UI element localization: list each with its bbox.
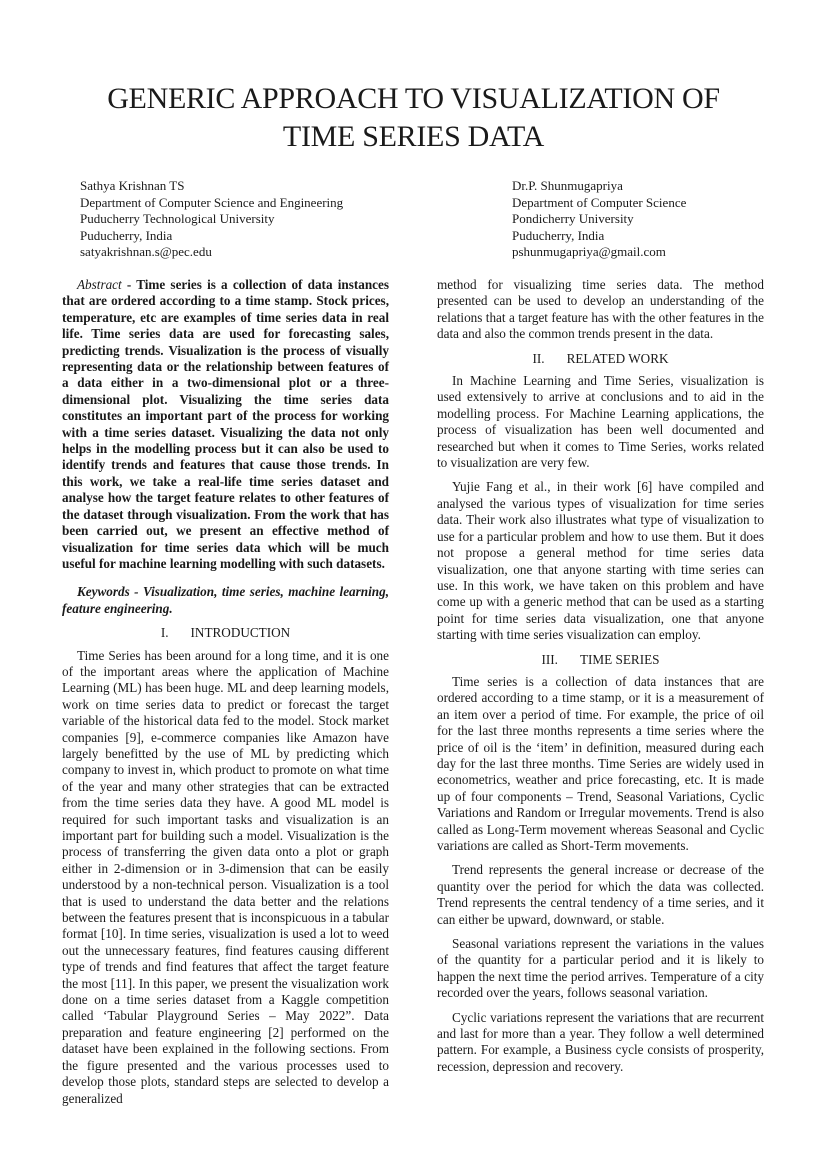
abstract-text: - Time series is a collection of data instances that are ordered according to a time stamp. Stock prices, temperature, etc are examples of time series data in real life. Time series data are used for forecasting sales, predicting trends. Visualization is the process of visually representing data or the relationship between features of a data either in a two-dimensional plot or a three-dimensional plot. Visualizing the time series data constitutes an important part of the process for working with a time series dataset. Visualizing the data not only helps in the modelling process but it can also be used to identify trends and features that cause those trends. In this work, we take a real-life time series dataset and analyse how the target feature relates to other features of the dataset through visualization. From the work that has been carried out, we present an effective method of visualization for time series data which will be much useful for machine learning modelling with such datasets. <box>62 277 389 571</box>
related-work-paragraph-1: In Machine Learning and Time Series, visualization is used extensively to arrive at conclusions and to aid in the modelling process. For Machine Learning applications, the process of visualization has been well documented and researched but when it comes to Time Series, works related to visualization are very few. <box>437 373 764 471</box>
author-name: Dr.P. Shunmugapriya <box>512 178 623 193</box>
section-number: III. <box>541 651 558 667</box>
section-number: II. <box>532 350 545 366</box>
keywords: Keywords - Visualization, time series, machine learning, feature engineering. <box>62 584 389 616</box>
time-series-paragraph-4: Cyclic variations represent the variations that are recurrent and last for more than a year. They follow a well determined pattern. For example, a Business cycle consists of prosperity, recession, depression and recovery. <box>437 1009 764 1074</box>
author-department: Department of Computer Science <box>512 194 687 210</box>
author-location: Puducherry, India <box>80 227 173 243</box>
title-line-2: TIME SERIES DATA <box>282 120 545 153</box>
author-block-1 <box>80 178 343 261</box>
section-title: TIME SERIES <box>579 651 660 667</box>
section-title: INTRODUCTION <box>190 625 291 641</box>
section-heading-related-work <box>437 351 764 367</box>
related-work-paragraph-2: Yujie Fang et al., in their work [6] have compiled and analysed the various types of visualization for time series data. Their work also illustrates what type of visualization to use for a particular problem and how to use them. But it does not propose a general method for time series data visualization, one that anyone starting with time series can use. In this work, we have taken on this problem and have come up with a generic method that can be used as a starting point for time series data visualization, one that anyone starting with time series visualization can employ. <box>437 479 764 643</box>
section-heading-introduction <box>62 625 389 641</box>
section-title: RELATED WORK <box>566 350 669 366</box>
intro-paragraph-continued: method for visualizing time series data. The method presented can be used to develop an understanding of the relations that a target feature has with the other features in the data and also the common trends present in the data. <box>437 277 764 342</box>
time-series-paragraph-1: Time series is a collection of data instances that are ordered according to a time stamp, or it is a measurement of an item over a period of time. For example, the price of oil for the last three months represents a time series where the price of oil is the ‘item’ in definition, measured during each day for the last three months. Time Series are widely used in econometrics, weather and price forecasting, etc. It is made up of four components – Trend, Seasonal Variations, Cyclic Variations and Random or Irregular movements. Trend is also called as Long-Term movement whereas Seasonal and Cyclic variations are called as Short-Term movements. <box>437 673 764 853</box>
author-name: Sathya Krishnan TS <box>80 178 185 193</box>
abstract <box>62 277 389 572</box>
time-series-paragraph-3: Seasonal variations represent the variations in the values of the quantity for a particular period and it is likely to happen the next time the period arrives. Temperature of a city recorded over the years, follows seasonal variation. <box>437 936 764 1001</box>
abstract-label: Abstract <box>77 277 122 292</box>
right-column <box>437 277 764 1075</box>
author-location: Puducherry, India <box>512 227 605 243</box>
paper-title <box>40 80 787 156</box>
author-email: pshunmugapriya@gmail.com <box>512 244 666 260</box>
section-number: I. <box>160 625 169 641</box>
title-line-1: GENERIC APPROACH TO VISUALIZATION OF <box>107 82 720 115</box>
intro-paragraph: Time Series has been around for a long time, and it is one of the important areas where the application of Machine Learning (ML) has been huge. ML and deep learning models, work on time series data to predict or forecast the target variable of the historical data fed to the model. Stock market companies [9], e-commerce companies like Amazon have largely benefitted by the use of ML by predicting which company to invest in, which product to promote on what time of the year and many other strategies that can be extracted from the time series data they have. A good ML model is required for such important tasks and visualization is an important part for building such a model. Visualization is the process of transferring the given data onto a plot or graph either in 2-dimension or in 3-dimension that can be easily understood by a non-technical person. Visualization is a tool that is used to understand the data better and the relations between the features present that is inconspicuous in a tabular format [10]. In time series, visualization is used a lot to weed out the unnecessary features, find features causing different type of trends and find features that affect the target feature the most [11]. In this paper, we present the visualization work done on a time series dataset from a Kaggle competition called ‘Tabular Playground Series – May 2022”. Data preparation and feature engineering [2] performed on the dataset have been explained in the following sections. From the figure presented and the various processes used to develop those plots, standard steps are selected to develop a generalized <box>62 647 389 1106</box>
author-institution: Pondicherry University <box>512 211 634 227</box>
author-block-2 <box>512 178 686 261</box>
section-heading-time-series <box>437 652 764 668</box>
author-department: Department of Computer Science and Engineering <box>80 194 344 210</box>
left-column <box>62 277 389 1107</box>
author-email: satyakrishnan.s@pec.edu <box>80 244 212 260</box>
time-series-paragraph-2: Trend represents the general increase or decrease of the quantity over the period for which the data was collected. Trend represents the central tendency of a time series, and it can either be upward, downward, or stable. <box>437 862 764 927</box>
author-institution: Puducherry Technological University <box>80 211 275 227</box>
